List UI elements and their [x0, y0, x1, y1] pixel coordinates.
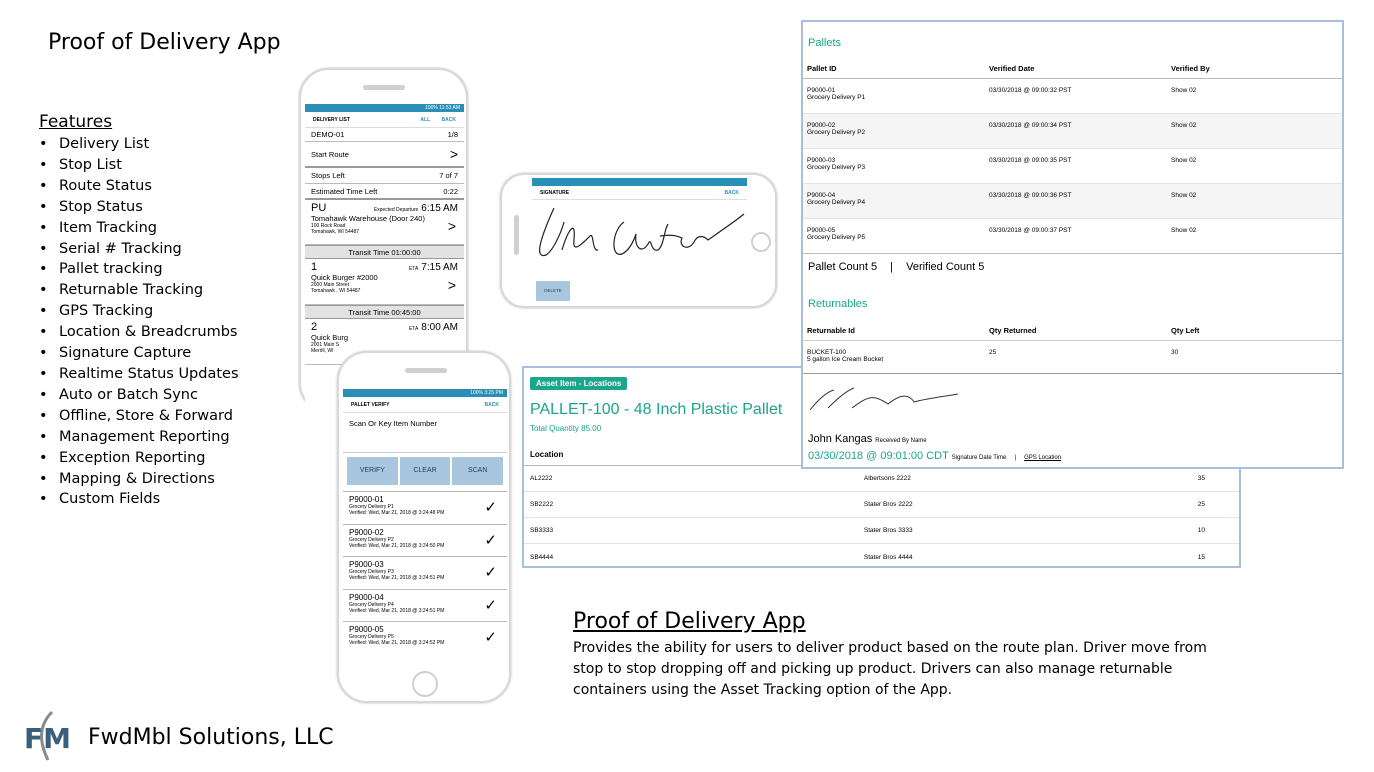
list-item[interactable]: P9000-01 Grocery Delivery P1 Verified: Wed, Mar 21, 2018 @ 3:24:48 PM ✓: [343, 491, 507, 524]
list-item: • Management Reporting: [39, 428, 230, 445]
phone-speaker: [405, 368, 447, 373]
status-bar: 100% 3:25 PM: [343, 389, 507, 397]
list-item: • Location & Breadcrumbs: [39, 324, 238, 341]
app-header: [532, 186, 747, 200]
location-table: [524, 466, 1239, 570]
signature-screen: [532, 178, 747, 305]
list-item: • Pallet tracking: [39, 261, 163, 278]
description-title: Proof of Delivery App: [573, 609, 806, 634]
pallets-title: Pallets: [808, 37, 842, 49]
list-item[interactable]: P9000-02 Grocery Delivery P2 Verified: Wed, Mar 21, 2018 @ 3:24:50 PM ✓: [343, 524, 507, 557]
list-item[interactable]: P9000-04 Grocery Delivery P4 Verified: Wed, Mar 21, 2018 @ 3:24:51 PM ✓: [343, 589, 507, 622]
signature-datetime-line: 03/30/2018 @ 09:01:00 CDT Signature Date Time | GPS Location: [808, 450, 1062, 462]
list-item: • Returnable Tracking: [39, 282, 204, 299]
company-name: FwdMbl Solutions, LLC: [88, 725, 334, 750]
table-row[interactable]: AL2222 Albertsons 2222 35: [524, 466, 1239, 492]
stop-item[interactable]: 2 ETA 8:00 AM Quick Burg 2001 Main S Merrill, WI: [305, 319, 464, 365]
list-item: • Serial # Tracking: [39, 240, 182, 257]
time-left-row: Estimated Time Left 0:22: [305, 184, 464, 200]
table-row[interactable]: SB2222 Stater Bros 2222 25: [524, 492, 1239, 518]
scan-input[interactable]: Scan Or Key Item Number: [343, 413, 507, 453]
features-heading: Features: [39, 112, 113, 132]
stops-left-row: Stops Left 7 of 7: [305, 168, 464, 184]
table-row[interactable]: SB3333 Stater Bros 3333 10: [524, 518, 1239, 544]
gps-location-link[interactable]: GPS Location: [1024, 455, 1062, 461]
table-row[interactable]: SB4444 Stater Bros 4444 15: [530, 553, 1205, 561]
list-item: • Mapping & Directions: [39, 470, 215, 487]
company-logo: [22, 710, 78, 762]
checkmark-icon: ✓: [484, 596, 497, 614]
svg-text:FM: FM: [24, 722, 71, 755]
back-link[interactable]: BACK: [724, 189, 739, 196]
table-row[interactable]: P9000-03 Grocery Delivery P3 03/30/2018 @ 09:00:35 PST Show 02: [803, 149, 1342, 184]
table-row[interactable]: P9000-04 Grocery Delivery P4 03/30/2018 @ 09:00:36 PST Show 02: [803, 184, 1342, 219]
app-header: [305, 112, 464, 128]
list-item[interactable]: P9000-03 Grocery Delivery P3 Verified: Wed, Mar 21, 2018 @ 3:24:51 PM ✓: [343, 556, 507, 589]
asset-total: Total Quantity 85.00: [530, 424, 602, 433]
checkmark-icon: ✓: [484, 499, 497, 516]
description-text: Provides the ability for users to deliver product based on the route plan. Driver move from stop to stop dropping off and picking up product. Drivers can also manage returnable containers using the Asset Tracking option of the App.: [573, 640, 1207, 698]
list-item[interactable]: P9000-05 Grocery Delivery P5 Verified: Wed, Mar 21, 2018 @ 3:24:52 PM ✓: [343, 621, 507, 654]
transit-time-bar: Transit Time 00:45:00: [305, 305, 464, 319]
transit-time-bar: Transit Time 01:00:00: [305, 245, 464, 259]
signature-canvas[interactable]: [532, 200, 747, 275]
list-item: • Offline, Store & Forward: [39, 407, 233, 424]
page-title: Proof of Delivery App: [48, 30, 281, 55]
list-item: • Custom Fields: [39, 491, 161, 508]
screen-title: SIGNATURE: [540, 189, 570, 196]
phone-speaker: [514, 215, 519, 255]
route-row[interactable]: DEMO-01 1/8: [305, 128, 464, 142]
list-item: • Signature Capture: [39, 345, 192, 362]
table-row[interactable]: P9000-02 Grocery Delivery P2 03/30/2018 @ 09:00:34 PST Show 02: [803, 114, 1342, 149]
returnables-title: Returnables: [808, 298, 868, 310]
chevron-right-icon: >: [447, 277, 456, 293]
table-header: Pallet ID Verified Date Verified By: [803, 58, 1342, 79]
table-header: Returnable Id Qty Returned Qty Left: [803, 320, 1342, 341]
start-route-button[interactable]: Start Route >: [305, 142, 464, 168]
status-bar: [532, 178, 747, 186]
delete-button[interactable]: DELETE: [536, 281, 570, 301]
table-row[interactable]: P9000-01 Grocery Delivery P1 03/30/2018 @ 09:00:32 PST Show 02: [803, 79, 1342, 114]
app-header: [343, 397, 507, 413]
captured-signature: [808, 384, 968, 414]
pallets-panel: [801, 20, 1344, 469]
checkmark-icon: ✓: [484, 564, 497, 581]
list-item: • Realtime Status Updates: [39, 365, 239, 382]
list-item: • Item Tracking: [39, 219, 157, 236]
back-link[interactable]: BACK: [441, 116, 456, 123]
chevron-right-icon: >: [447, 218, 456, 234]
returnables-table: [803, 320, 1342, 374]
pallet-verify-screen: [343, 389, 507, 669]
verify-button[interactable]: VERIFY: [347, 457, 398, 485]
phone-speaker: [363, 85, 405, 90]
chevron-right-icon: >: [449, 146, 458, 162]
screen-title: DELIVERY LIST: [313, 116, 350, 123]
status-bar: 100% 11:53 AM: [305, 104, 464, 112]
clear-button[interactable]: CLEAR: [400, 457, 451, 485]
screen-title: PALLET VERIFY: [351, 401, 390, 408]
table-row[interactable]: BUCKET-100 5 gallon Ice Cream Bucket 25 30: [803, 341, 1342, 374]
table-row[interactable]: P9000-05 Grocery Delivery P5 03/30/2018 @ 09:00:37 PST Show 02: [803, 219, 1342, 254]
home-button[interactable]: [412, 671, 438, 697]
location-header: Location: [524, 442, 1239, 466]
asset-title: PALLET-100 - 48 Inch Plastic Pallet: [530, 401, 783, 418]
scan-button[interactable]: SCAN: [452, 457, 503, 485]
verify-phone: [337, 351, 511, 703]
all-link[interactable]: ALL: [420, 116, 431, 123]
list-item: • Stop List: [39, 156, 122, 173]
action-buttons: [343, 457, 507, 485]
list-item: • Exception Reporting: [39, 449, 206, 466]
stop-item[interactable]: PU Expected Departure 6:15 AM Tomahawk Warehouse (Door 240) 100 Rock Road Tomahawk, WI 54487 >: [305, 200, 464, 245]
checkmark-icon: ✓: [484, 629, 497, 646]
signature-phone: [500, 173, 777, 308]
list-item: • Stop Status: [39, 198, 143, 215]
list-item: • GPS Tracking: [39, 303, 154, 320]
feature-list: [39, 134, 239, 510]
receiver-line: John Kangas Received By Name: [808, 433, 927, 445]
home-button[interactable]: [751, 232, 771, 252]
stop-item[interactable]: 1 ETA 7:15 AM Quick Burger #2000 2000 Main Street Tomahawk , WI 54487 >: [305, 259, 464, 305]
asset-badge: Asset Item - Locations: [530, 377, 627, 390]
list-item: • Route Status: [39, 177, 152, 194]
list-item: • Auto or Batch Sync: [39, 386, 198, 403]
list-item: • Delivery List: [39, 136, 150, 152]
checkmark-icon: ✓: [484, 531, 497, 549]
pallets-table: [803, 58, 1342, 254]
back-link[interactable]: BACK: [484, 401, 499, 408]
pallet-counts: Pallet Count 5 | Verified Count 5: [808, 261, 985, 273]
